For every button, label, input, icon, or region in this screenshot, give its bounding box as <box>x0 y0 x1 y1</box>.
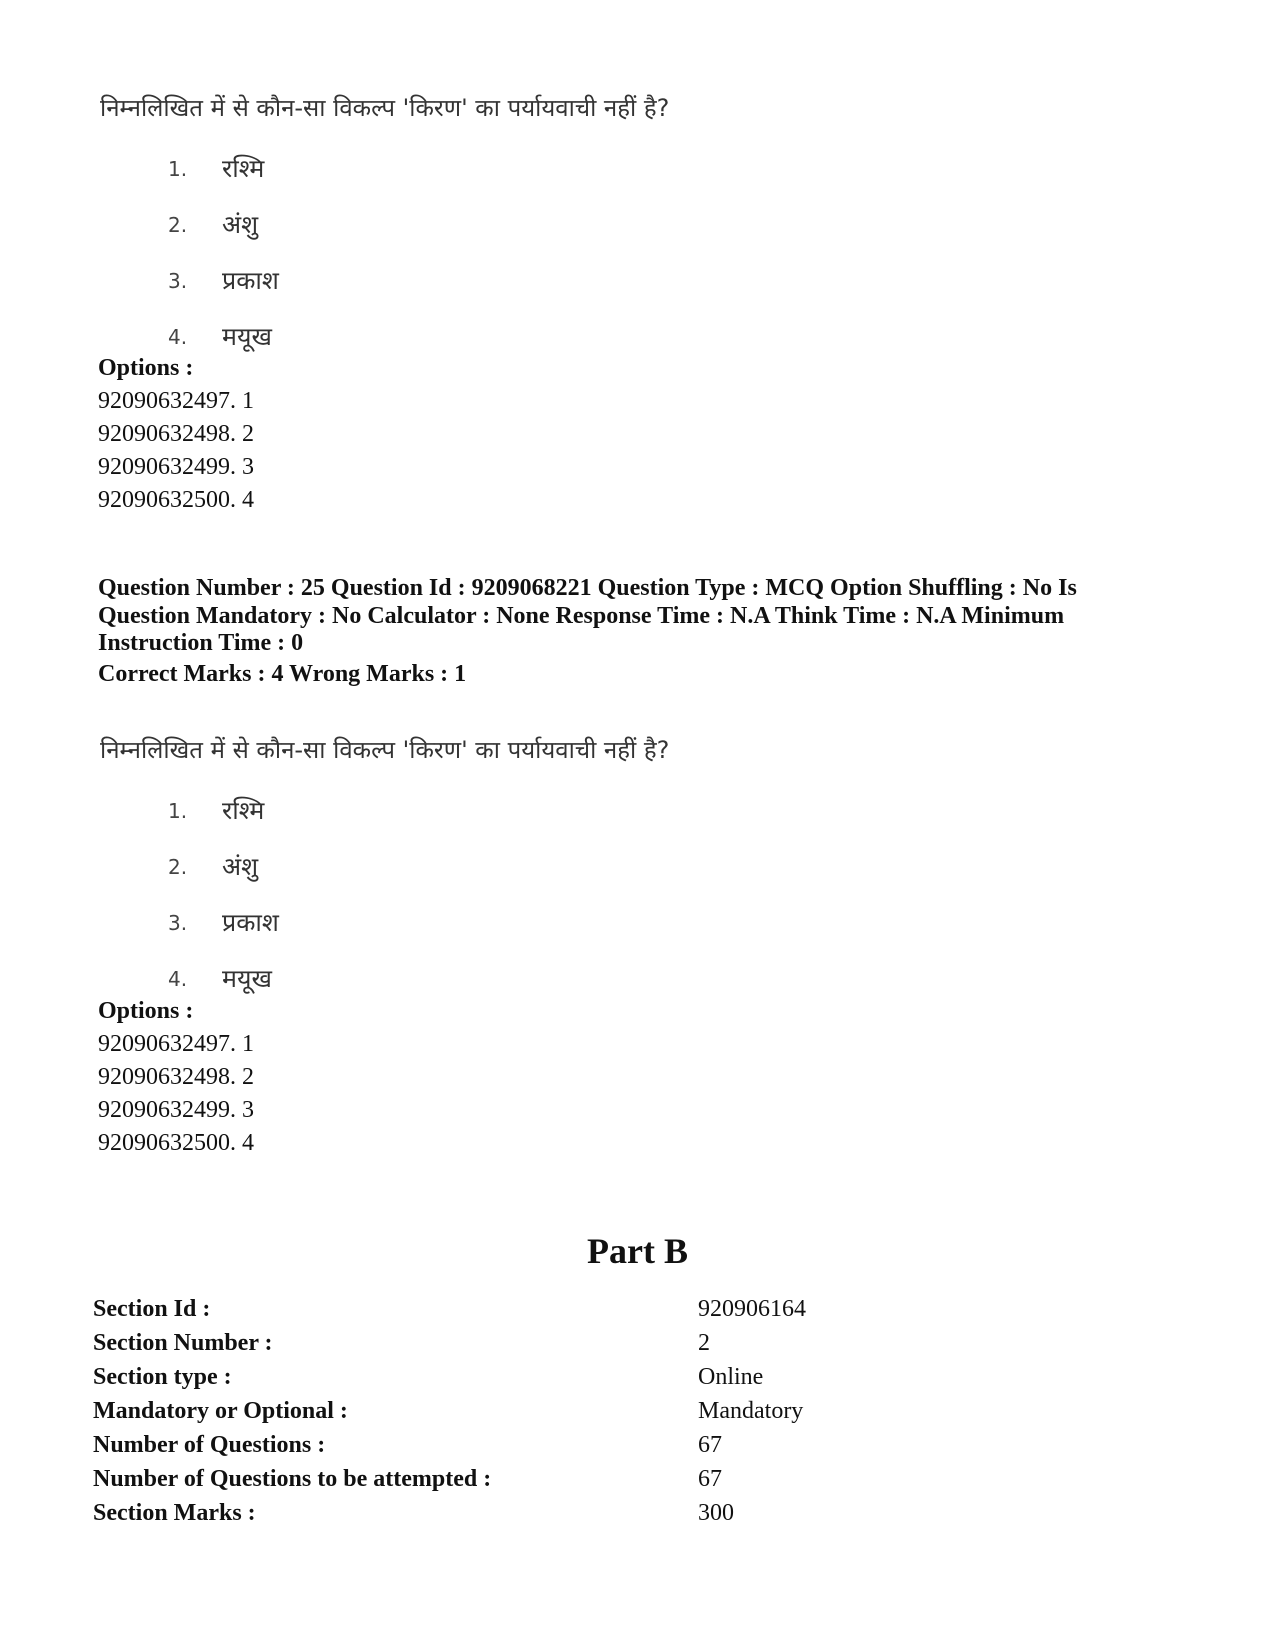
part-title: Part B <box>587 1231 688 1271</box>
options-list-b <box>98 995 254 1160</box>
meta-line: Question Number : 25 Question Id : 9209068221 Question Type : MCQ Option Shuffling : No Is <box>98 575 1077 601</box>
option-item: 92090632499. 3 <box>98 454 254 480</box>
choice-number: 3. <box>168 269 188 293</box>
section-row-value: 67 <box>698 1432 722 1458</box>
section-row-value: Mandatory <box>698 1398 804 1424</box>
section-row <box>93 1364 1193 1398</box>
section-row-value: 300 <box>698 1500 734 1526</box>
option-item: 92090632498. 2 <box>98 421 254 447</box>
section-row-label: Number of Questions : <box>93 1432 326 1458</box>
section-row <box>93 1296 1193 1330</box>
question-choice-1 <box>100 145 740 201</box>
section-row-label: Section Id : <box>93 1296 211 1322</box>
option-item: 92090632500. 4 <box>98 487 254 513</box>
section-row <box>93 1398 1193 1432</box>
section-row-label: Section Number : <box>93 1330 273 1356</box>
option-item: 92090632498. 2 <box>98 1064 254 1090</box>
choice-number: 2. <box>168 213 188 237</box>
section-row-value: 67 <box>698 1466 722 1492</box>
section-row-label: Number of Questions to be attempted : <box>93 1466 492 1492</box>
question-meta <box>98 575 1188 658</box>
options-list-a <box>98 352 254 517</box>
choice-number: 1. <box>168 799 188 823</box>
question-choice-3 <box>100 257 740 313</box>
options-heading: Options : <box>98 998 194 1024</box>
section-row-value: 920906164 <box>698 1296 806 1322</box>
choice-number: 1. <box>168 157 188 181</box>
section-details-table <box>93 1296 1193 1534</box>
choice-number: 4. <box>168 967 188 991</box>
choice-label: मयूख <box>222 322 272 351</box>
options-heading: Options : <box>98 355 194 381</box>
option-item: 92090632499. 3 <box>98 1097 254 1123</box>
choice-label: रश्मि <box>222 154 265 183</box>
meta-line: Question Mandatory : No Calculator : None Response Time : N.A Think Time : N.A Minimum <box>98 602 1065 629</box>
question-choice-2 <box>100 201 740 257</box>
section-row-label: Section Marks : <box>93 1500 256 1526</box>
question-choice-2 <box>100 843 740 899</box>
option-item: 92090632497. 1 <box>98 388 254 414</box>
question-choice-3 <box>100 899 740 955</box>
section-row-value: Online <box>698 1364 764 1390</box>
section-row-label: Mandatory or Optional : <box>93 1398 348 1424</box>
section-row <box>93 1432 1193 1466</box>
option-item: 92090632500. 4 <box>98 1130 254 1156</box>
choice-number: 3. <box>168 911 188 935</box>
choice-label: अंशु <box>222 852 259 881</box>
choice-label: प्रकाश <box>222 908 279 937</box>
section-row <box>93 1500 1193 1534</box>
choice-number: 4. <box>168 325 188 349</box>
meta-line: Instruction Time : 0 <box>98 630 304 656</box>
question-choice-1 <box>100 787 740 843</box>
choice-label: अंशु <box>222 210 259 239</box>
section-row <box>93 1330 1193 1364</box>
choice-number: 2. <box>168 855 188 879</box>
question-image-b <box>100 735 740 1011</box>
marks-line: Correct Marks : 4 Wrong Marks : 1 <box>98 661 467 687</box>
section-row <box>93 1466 1193 1500</box>
section-row-value: 2 <box>698 1330 710 1356</box>
option-item: 92090632497. 1 <box>98 1031 254 1057</box>
choice-label: प्रकाश <box>222 266 279 295</box>
choice-label: मयूख <box>222 964 272 993</box>
question-image-a <box>100 93 740 369</box>
question-text: निम्नलिखित में से कौन-सा विकल्प 'किरण' का पर्यायवाची नहीं है? <box>100 94 670 122</box>
question-text: निम्नलिखित में से कौन-सा विकल्प 'किरण' का पर्यायवाची नहीं है? <box>100 736 670 764</box>
choice-label: रश्मि <box>222 796 265 825</box>
section-row-label: Section type : <box>93 1364 232 1390</box>
